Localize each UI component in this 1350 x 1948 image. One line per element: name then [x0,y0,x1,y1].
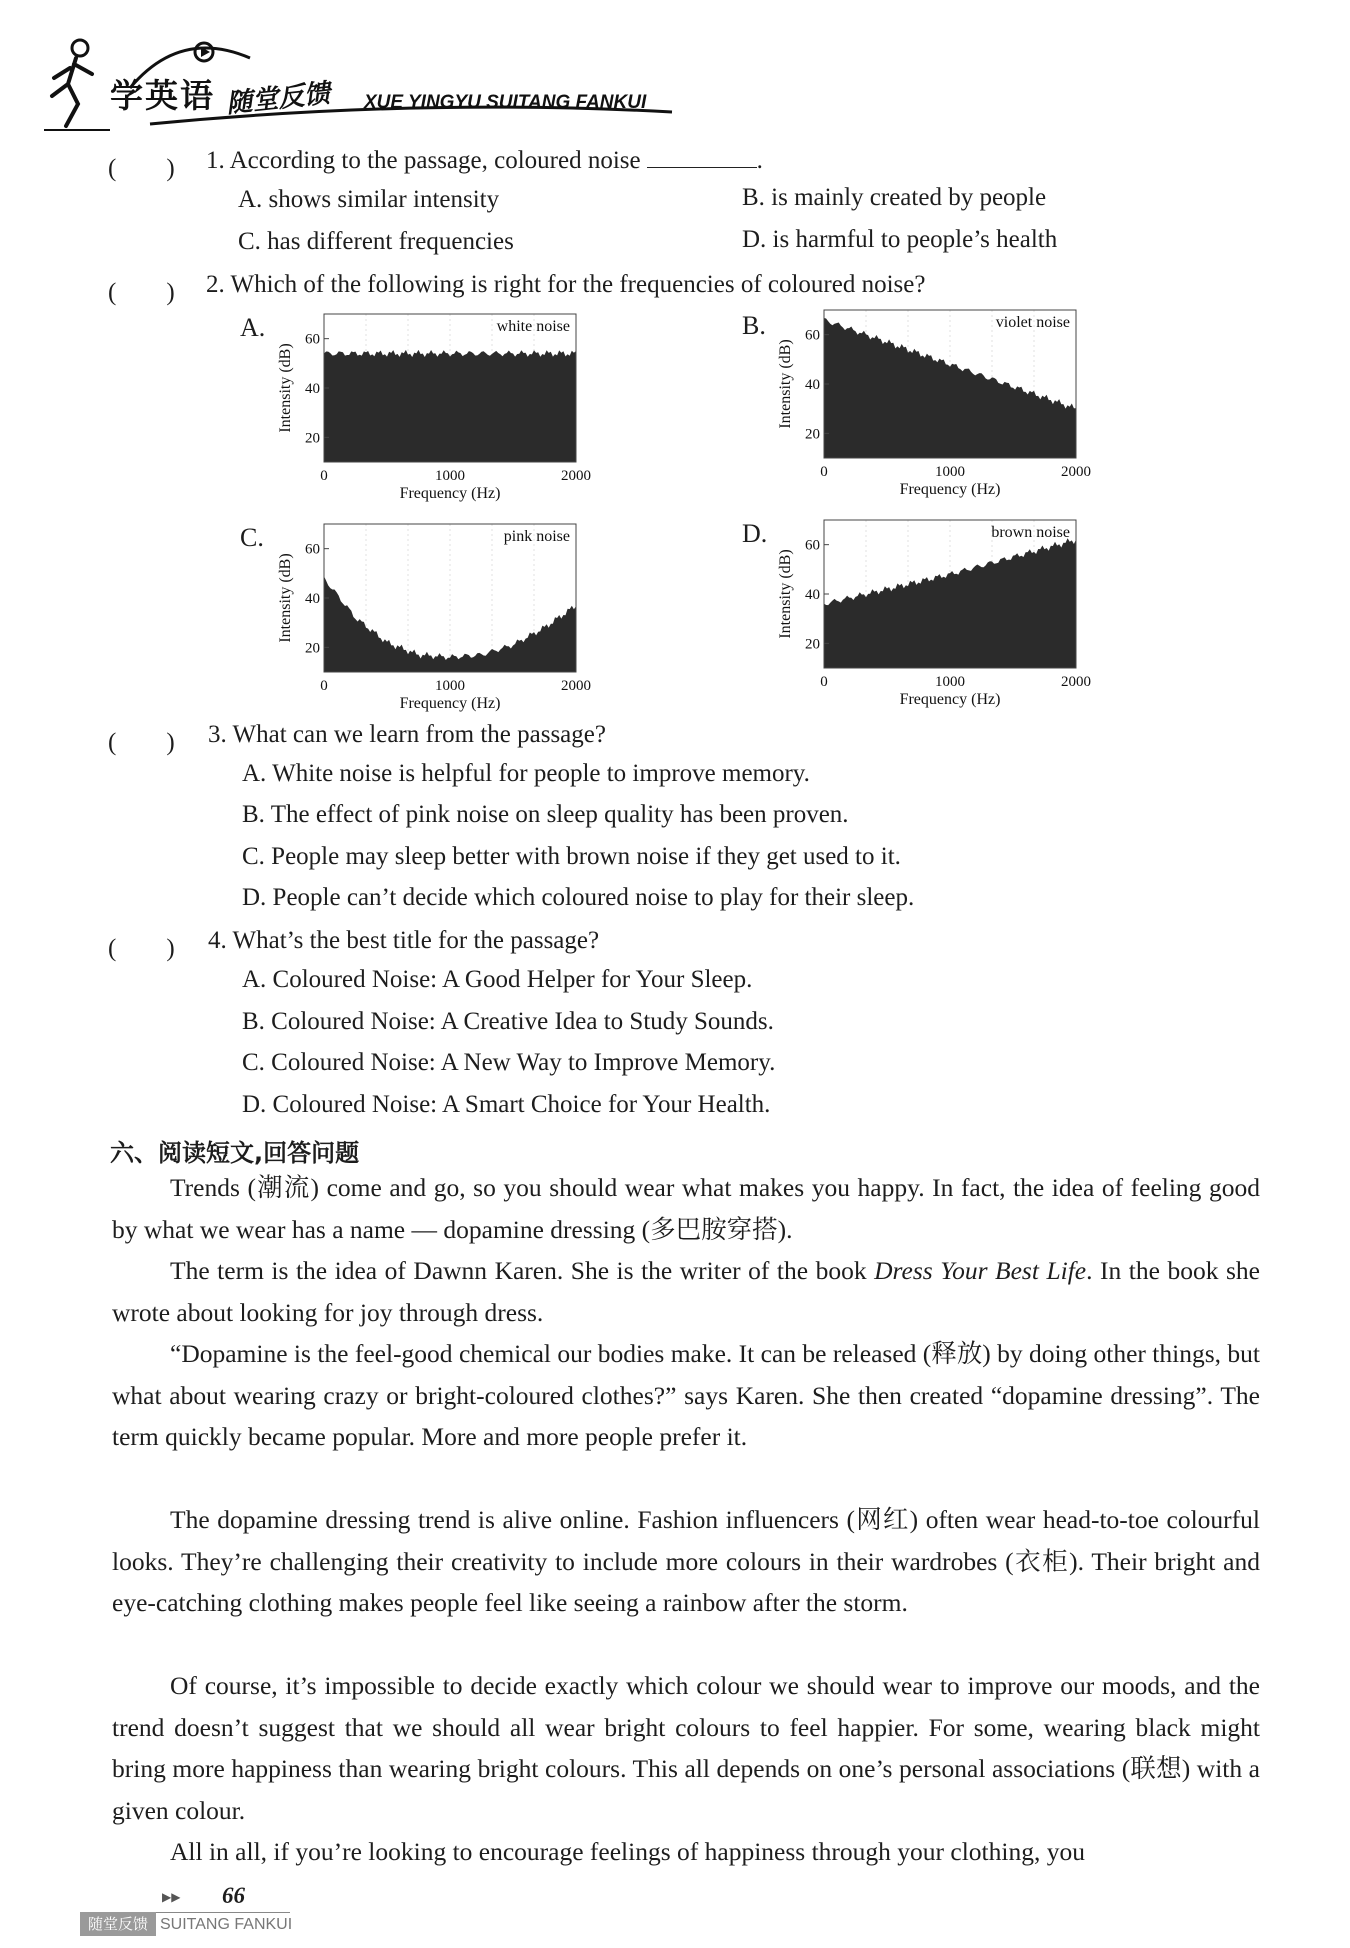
question-stem-text: 1. According to the passage, coloured noise [206,147,641,174]
x-tick-label: 2000 [561,678,591,694]
question-1-stem [206,146,763,176]
answer-paren[interactable]: ( ) [108,279,175,306]
question-4-stem: 4. What’s the best title for the passage? [208,927,600,954]
brand-pinyin: XUE YINGYU SUITANG FANKUI [364,92,647,113]
y-tick-label: 40 [805,587,820,603]
y-tick-label: 60 [805,327,820,344]
passage-paragraph: All in all, if you’re looking to encourage feelings of happiness through your clothing, you [170,1837,1085,1866]
y-axis-label: Intensity (dB) [777,549,794,639]
pink-noise-chart [276,520,606,720]
question-stem-tail: . [756,147,763,174]
section-title: 六、阅读短文,回答问题 [110,1139,360,1167]
chart-title: brown noise [991,524,1070,541]
chart-title: violet noise [995,314,1070,331]
passage-paragraph: Trends (潮流) come and go, so you should wear what makes you happy. In fact, the idea of feeling good by what we wear has a name — dopamine dressing (多巴胺穿搭). [112,1173,1260,1244]
page-header [40,28,680,138]
x-tick-label: 1000 [435,468,465,484]
y-axis-label: Intensity (dB) [277,343,294,433]
chart-title: white noise [496,318,570,335]
option-b: B. The effect of pink noise on sleep quality has been proven. [242,801,849,828]
chart-title: pink noise [503,528,570,545]
x-axis-label: Frequency (Hz) [399,695,501,712]
page-number: 66 [222,1883,245,1908]
y-axis-label: Intensity (dB) [277,553,294,643]
option-a: A. Coloured Noise: A Good Helper for Your Sleep. [242,966,753,993]
passage-paragraph: Of course, it’s impossible to decide exactly which colour we should wear to improve our moods, and the trend doesn’t suggest that we should all wear bright colours to feel happier. For some, wearing black might bring more happiness than wearing bright colours. This all depends on one’s personal associations (联想) with a given colour. [112,1671,1260,1825]
x-tick-label: 0 [820,674,828,690]
passage-paragraph: “Dopamine is the feel-good chemical our bodies make. It can be released (释放) by doing other things, but what about wearing crazy or bright-coloured clothes?” says Karen. She then created “dopamine dressing”. The term quickly became popular. More and more people prefer it. [112,1339,1260,1451]
option-d: D. People can’t decide which coloured noise to play for their sleep. [242,884,915,911]
y-tick-label: 20 [305,430,320,447]
chart-d-letter: D. [742,519,768,548]
x-axis-label: Frequency (Hz) [399,485,501,502]
x-axis-label: Frequency (Hz) [899,691,1001,708]
answer-paren[interactable]: ( ) [108,155,175,182]
y-tick-label: 20 [305,640,320,657]
question-3-stem: 3. What can we learn from the passage? [208,721,606,748]
white-noise-chart [276,310,606,510]
option-b: B. is mainly created by people [742,184,1047,211]
runner-logo-icon [40,34,120,134]
y-tick-label: 40 [805,377,820,393]
option-c: C. has different frequencies [238,228,514,255]
noise-area-series [324,350,576,462]
y-tick-label: 60 [305,541,320,558]
x-tick-label: 0 [320,678,328,694]
option-d: D. is harmful to people’s health [742,226,1058,253]
option-a: A. shows similar intensity [238,186,500,213]
y-tick-label: 40 [305,381,320,397]
y-tick-label: 60 [805,537,820,554]
x-tick-label: 1000 [935,464,965,480]
x-tick-label: 0 [320,468,328,484]
paragraph-text: The term is the idea of Dawnn Karen. She is the writer of the book Dress Your Best Life. In the book she wrote about looking for joy through dress. [112,1256,1260,1327]
y-tick-label: 20 [805,426,820,443]
chart-b-letter: B. [742,311,766,340]
page-arrows-icon: ▶▶ [162,1890,181,1904]
answer-paren[interactable]: ( ) [108,729,175,756]
y-tick-label: 20 [805,636,820,653]
x-tick-label: 0 [820,464,828,480]
chart-c-letter: C. [240,523,264,552]
option-d: D. Coloured Noise: A Smart Choice for Your Health. [242,1091,771,1118]
x-tick-label: 2000 [1061,464,1091,480]
question-2-stem: 2. Which of the following is right for the frequencies of coloured noise? [206,271,926,298]
option-b: B. Coloured Noise: A Creative Idea to Study Sounds. [242,1008,774,1035]
y-tick-label: 60 [305,331,320,348]
passage-paragraph: The dopamine dressing trend is alive online. Fashion influencers (网红) often wear head-to-toe colourful looks. They’re challenging their creativity to include more colours in their wardrobes (衣柜). Their bright and eye-catching clothing makes people feel like seeing a rainbow after the storm. [112,1505,1260,1617]
x-tick-label: 2000 [561,468,591,484]
x-tick-label: 1000 [935,674,965,690]
answer-paren[interactable]: ( ) [108,935,175,962]
option-c: C. People may sleep better with brown noise if they get used to it. [242,843,901,870]
passage-paragraph [112,1250,1260,1333]
noise-area-series [824,538,1076,668]
brown-noise-chart [776,516,1106,716]
x-tick-label: 2000 [1061,674,1091,690]
answer-blank[interactable] [647,147,757,168]
x-tick-label: 1000 [435,678,465,694]
book-title: Dress Your Best Life [874,1256,1087,1285]
footer-badge: 随堂反馈 [80,1912,156,1936]
y-tick-label: 40 [305,591,320,607]
chart-a-letter: A. [240,313,266,342]
noise-area-series [824,318,1076,458]
option-c: C. Coloured Noise: A New Way to Improve Memory. [242,1049,776,1076]
violet-noise-chart [776,306,1106,506]
y-axis-label: Intensity (dB) [777,339,794,429]
footer-pinyin: SUITANG FANKUI [160,1916,293,1933]
brand-title: 学英语 [110,76,215,115]
x-axis-label: Frequency (Hz) [899,481,1001,498]
brand-subtitle: 随堂反馈 [224,78,332,120]
option-a: A. White noise is helpful for people to improve memory. [242,760,810,787]
